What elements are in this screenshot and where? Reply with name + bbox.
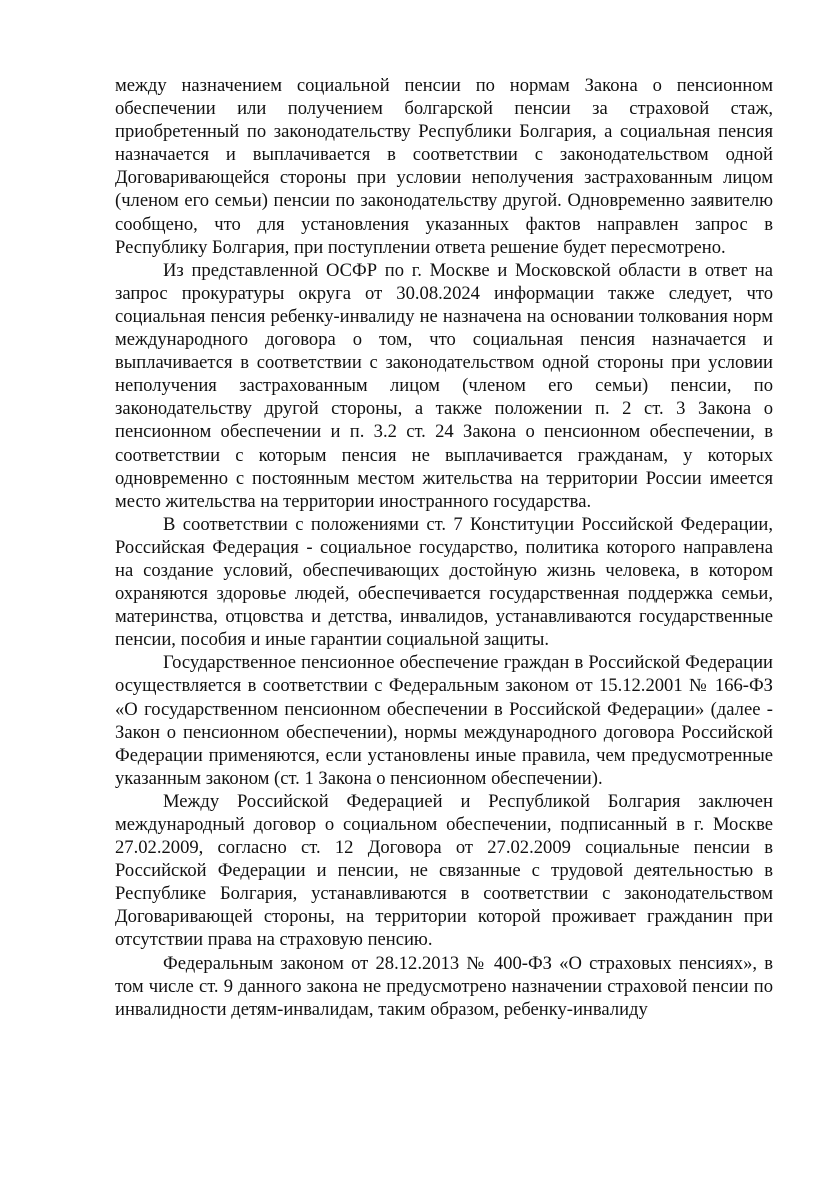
paragraph-4: Государственное пенсионное обеспечение граждан в Российской Федерации осуществляется в соответствии с Федеральным законом от 15.12.2001 № 166-ФЗ «О государственном пенсионном обеспечении в Российской Федерации» (далее - Закон о пенсионном обеспечении), нормы международного договора Российской Федерации применяются, если установлены иные правила, чем предусмотренные указанным законом (ст. 1 Закона о пенсионном обеспечении). [115,652,773,789]
document-page [115,74,773,1021]
paragraph-5: Между Российской Федерацией и Республикой Болгария заключен международный договор о социальном обеспечении, подписанный в г. Москве 27.02.2009, согласно ст. 12 Договора от 27.02.2009 социальные пенсии в Российской Федерации и пенсии, не связанные с трудовой деятельностью в Республике Болгария, устанавливаются в соответствии с законодательством Договаривающей стороны, на территории которой проживает гражданин при отсутствии права на страховую пенсию. [115,790,773,951]
paragraph-1: между назначением социальной пенсии по нормам Закона о пенсионном обеспечении или получением болгарской пенсии за страховой стаж, приобретенный по законодательству Республики Болгария, а социальная пенсия назначается и выплачивается в соответствии с законодательством одной Договаривающейся стороны при условии неполучения застрахованным лицом (членом его семьи) пенсии по законодательству другой. Одновременно заявителю сообщено, что для установления указанных фактов направлен запрос в Республику Болгария, при поступлении ответа решение будет пересмотрено. [115,75,773,258]
paragraph-3: В соответствии с положениями ст. 7 Конституции Российской Федерации, Российская Федерация - социальное государство, политика которого направлена на создание условий, обеспечивающих достойную жизнь человека, в котором охраняются здоровье людей, обеспечивается государственная поддержка семьи, материнства, отцовства и детства, инвалидов, устанавливаются государственные пенсии, пособия и иные гарантии социальной защиты. [115,513,773,651]
paragraph-6: Федеральным законом от 28.12.2013 № 400-ФЗ «О страховых пенсиях», в том числе ст. 9 данного закона не предусмотрено назначении страховой пенсии по инвалидности детям-инвалидам, таким образом, ребенку-инвалиду [115,952,773,1020]
paragraph-2: Из представленной ОСФР по г. Москве и Московской области в ответ на запрос прокуратуры округа от 30.08.2024 информации также следует, что социальная пенсия ребенку-инвалиду не назначена на основании толкования норм международного договора о том, что социальная пенсия назначается и выплачивается в соответствии с законодательством одной стороны при условии неполучения застрахованным лицом (членом его семьи) пенсии, по законодательству другой стороны, а также положении п. 2 ст. 3 Закона о пенсионном обеспечении и п. 3.2 ст. 24 Закона о пенсионном обеспечении, в соответствии с которым пенсия не выплачивается гражданам, у которых одновременно с постоянным местом жительства на территории России имеется место жительства на территории иностранного государства. [115,259,773,512]
